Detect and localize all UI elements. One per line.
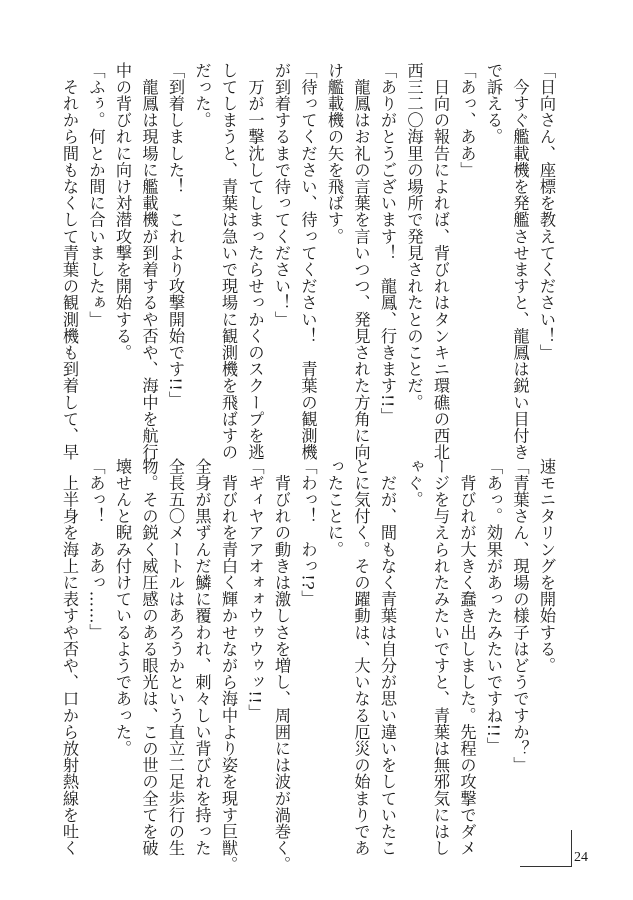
text-line: 万が一撃沈してしまったらせっかくのスクープを逃 bbox=[245, 62, 265, 461]
text-line: 「あっ！ ああっ……」 bbox=[86, 458, 106, 641]
text-line: それから間もなくして青葉の観測機も到着して、早 bbox=[60, 62, 79, 461]
text-line: ったことに。 bbox=[325, 458, 344, 558]
text-line: だが、間もなく青葉は自分が思い違いをしていたこ bbox=[378, 458, 397, 857]
text-line: 壊せんと睨み付けているようであった。 bbox=[113, 458, 132, 757]
text-line: だった。 bbox=[192, 62, 212, 129]
text-line: 「ありがとうございます！ 龍鳳、行きます!!」 bbox=[378, 62, 397, 425]
text-line: 「到着しました！ これより攻撃開始です!!」 bbox=[166, 62, 185, 408]
text-line: 「日向さん、座標を教えてください！」 bbox=[537, 62, 556, 361]
text-line: 背びれを青白く輝かせながら海中より姿を現す巨獣。 bbox=[219, 458, 238, 873]
text-line: 背びれの動きは激しさを増し、周囲には波が渦巻く。 bbox=[272, 458, 291, 873]
text-line: で訴える。 bbox=[484, 62, 503, 145]
text-line: 物。その鋭く威圧感のある眼光は、この世の全てを破 bbox=[139, 458, 159, 857]
text-line: 「青葉さん、現場の様子はどうですか？」 bbox=[510, 458, 530, 774]
text-line: 中の背びれに向け対潜攻撃を開始する。 bbox=[113, 62, 132, 361]
upper-text-block bbox=[56, 62, 560, 461]
text-line: 西三二〇海里の場所で発見されたとのことだ。 bbox=[404, 62, 424, 411]
text-line: とに気付く。その躍動は、大いなる厄災の始まりであ bbox=[351, 458, 371, 857]
text-line: 背びれが大きく蠢き出しました。先程の攻撃でダメ bbox=[457, 458, 477, 857]
text-line: 「あっ。効果があったみたいですね!!」 bbox=[484, 458, 503, 755]
text-line: 「ギィヤアアオォォウゥウゥッ!!」 bbox=[245, 458, 265, 721]
text-line: 「ふぅ。何とか間に合いましたぁ」 bbox=[86, 62, 106, 328]
text-line: 「あっ、ああ」 bbox=[457, 62, 477, 179]
text-line: が到着するまで待ってください！」 bbox=[272, 62, 291, 328]
text-line: 「待ってください、待ってください！ 青葉の観測機 bbox=[298, 62, 318, 461]
text-line: 龍鳳はお礼の言葉を言いつつ、発見された方角に向 bbox=[351, 62, 371, 461]
text-line: してしまうと、青葉は急いで現場に観測機を飛ばすの bbox=[219, 62, 238, 461]
page-number-rule-horizontal bbox=[520, 866, 572, 867]
text-line: 龍鳳は現場に艦載機が到着するや否や、海中を航行 bbox=[139, 62, 159, 461]
text-line: 日向の報告によれば、背びれはタンキニ環礁の西北 bbox=[431, 62, 450, 461]
text-line: 今すぐ艦載機を発艦させますと、龍鳳は鋭い目付き bbox=[510, 62, 530, 461]
page-number-rule-vertical bbox=[571, 830, 572, 866]
text-line: ージを与えられたみたいですと、青葉は無邪気にはし bbox=[431, 458, 450, 857]
page-number: 24 bbox=[574, 850, 588, 865]
text-line: ゃぐ。 bbox=[404, 458, 424, 508]
text-line: 全身が黒ずんだ鱗に覆われ、刺々しい背びれを持った bbox=[192, 458, 212, 857]
lower-text-block bbox=[56, 458, 560, 873]
text-line: 「わっ！ わっ!?」 bbox=[298, 458, 318, 607]
text-line: 全長五〇メートルはあろうかという直立二足歩行の生 bbox=[166, 458, 185, 857]
text-line: 速モニタリングを開始する。 bbox=[537, 458, 556, 674]
text-line: け艦載機の矢を飛ばす。 bbox=[325, 62, 344, 245]
text-line: 上半身を海上に表すや否や、口から放射熱線を吐く bbox=[60, 458, 79, 857]
